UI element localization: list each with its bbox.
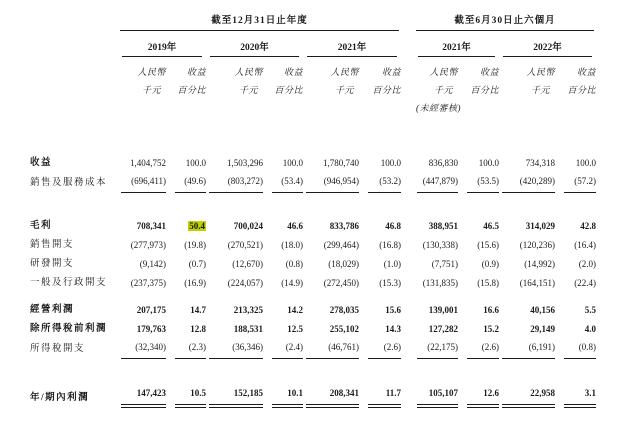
- unit-label-rmb: 人民幣: [429, 67, 459, 77]
- cell-value: (16.9): [184, 278, 206, 288]
- financial-summary-table: [30, 12, 596, 408]
- cell-value: 12.5: [287, 324, 303, 334]
- period-group-header-row: [30, 12, 596, 31]
- value-cell: [458, 236, 499, 255]
- year-column-2019: [118, 31, 206, 57]
- value-cell: [166, 154, 206, 173]
- value-cell: [359, 274, 401, 293]
- value-cell: [118, 173, 166, 193]
- empty-cell: [118, 96, 401, 114]
- cell-value: (120,236): [519, 240, 556, 250]
- value-cell: [359, 217, 401, 236]
- cell-value: (0.8): [285, 259, 303, 269]
- cell-value: 314,029: [525, 221, 556, 231]
- cell-value: 14.2: [287, 305, 303, 315]
- cell-value: (18.0): [281, 240, 303, 250]
- section-gap: [401, 301, 414, 320]
- cell-value: (15.3): [379, 278, 402, 288]
- value-cell: [555, 173, 596, 193]
- empty-cell: [30, 12, 118, 31]
- value-cell: [555, 236, 596, 255]
- value-cell: [166, 274, 206, 293]
- cell-value: (0.7): [188, 259, 206, 269]
- cell-value: 11.7: [368, 385, 401, 408]
- row-label: 一般及行政開支: [30, 278, 108, 288]
- cell-value: (15.8): [477, 278, 500, 288]
- cell-value: 14.3: [385, 324, 402, 334]
- value-cell: [499, 274, 555, 293]
- cell-value: 46.8: [385, 221, 402, 231]
- table-row: [30, 274, 596, 293]
- empty-cell: [30, 31, 118, 57]
- cell-value: 46.6: [287, 221, 303, 231]
- value-cell: [458, 320, 499, 339]
- cell-value: (9,142): [139, 259, 166, 269]
- row-spacer-cell: [30, 359, 596, 385]
- section-gap: [401, 31, 414, 57]
- cell-value: (22.4): [574, 278, 597, 288]
- cell-value: (2.0): [578, 259, 597, 269]
- value-cell: [458, 339, 499, 359]
- value-cell: [263, 385, 303, 408]
- cell-value: 4.0: [584, 324, 597, 334]
- value-cell: [303, 301, 359, 320]
- value-cell: [206, 385, 263, 408]
- table-row: [30, 255, 596, 274]
- period-group-title: 截至6月30日止六個月: [416, 12, 594, 31]
- value-cell: [414, 301, 458, 320]
- cell-value: (270,521): [227, 240, 263, 250]
- cell-value: (16.4): [574, 240, 597, 250]
- row-spacer: [30, 114, 596, 154]
- section-gap: [401, 96, 414, 114]
- value-cell: [263, 255, 303, 274]
- value-cell: [359, 154, 401, 173]
- unaudited-note-row: [30, 96, 596, 114]
- row-label: 銷售及服務成本: [30, 178, 108, 188]
- value-cell: [555, 320, 596, 339]
- value-cell: [555, 274, 596, 293]
- cell-value: (12,670): [232, 259, 263, 269]
- cell-value: (1.0): [383, 259, 402, 269]
- cell-value: 15.2: [483, 324, 500, 334]
- cell-value: (16.8): [379, 240, 402, 250]
- row-label: 經營利潤: [30, 305, 75, 315]
- unit-label-revenue: 收益: [283, 67, 303, 77]
- value-cell: [555, 217, 596, 236]
- unit-label-revenue: 收益: [577, 67, 597, 77]
- value-cell: [499, 173, 555, 193]
- cell-value: 127,282: [428, 324, 459, 334]
- value-cell: [555, 255, 596, 274]
- unit-label-rmb: 人民幣: [137, 67, 166, 77]
- value-cell: [458, 217, 499, 236]
- value-cell: [206, 255, 263, 274]
- value-cell: [166, 339, 206, 359]
- cell-value: (18,029): [328, 259, 359, 269]
- unit-label-percentage: 百分比: [470, 85, 500, 95]
- cell-value: (36,346): [209, 339, 263, 359]
- value-cell: [499, 339, 555, 359]
- cell-value: (0.9): [481, 259, 500, 269]
- cell-value: (7,751): [431, 259, 459, 269]
- value-cell: [166, 301, 206, 320]
- unit-label-revenue: 收益: [382, 67, 402, 77]
- value-cell: [166, 236, 206, 255]
- row-spacer: [30, 359, 596, 385]
- cell-value: (0.8): [564, 339, 596, 359]
- cell-value: (696,411): [121, 173, 166, 193]
- value-cell: [359, 320, 401, 339]
- table-row: [30, 173, 596, 193]
- row-label: 毛利: [30, 221, 53, 231]
- table-row: [30, 154, 596, 173]
- value-cell: [118, 320, 166, 339]
- cell-value: (57.2): [564, 173, 596, 193]
- cell-value: (803,272): [209, 173, 263, 193]
- value-cell: [166, 320, 206, 339]
- year-column-2021: [303, 31, 401, 57]
- value-cell: [414, 339, 458, 359]
- cell-value: 14.7: [190, 305, 206, 315]
- year-header-row: [30, 31, 596, 57]
- cell-value: 179,763: [136, 324, 166, 334]
- unit-label-percentage: 百分比: [274, 85, 303, 95]
- cell-value: 22,958: [502, 385, 555, 408]
- cell-value: 40,156: [530, 305, 556, 315]
- cell-value: (237,375): [130, 278, 166, 288]
- value-cell: [263, 236, 303, 255]
- row-spacer-cell: [30, 114, 596, 154]
- value-cell: [555, 154, 596, 173]
- unit-label-rmb: 人民幣: [526, 67, 556, 77]
- cell-value: 100.0: [575, 158, 597, 168]
- period-group-title: 截至12月31日止年度: [120, 12, 399, 31]
- cell-value: (49.6): [175, 173, 206, 193]
- cell-value: (22,175): [417, 339, 458, 359]
- section-gap: [401, 217, 414, 236]
- cell-value: 833,786: [329, 221, 359, 231]
- unit-label-rmb: 人民幣: [234, 67, 263, 77]
- value-cell: [359, 385, 401, 408]
- cell-value: (46,761): [306, 339, 359, 359]
- cell-value: 1,780,740: [323, 158, 359, 168]
- cell-value: 15.6: [385, 305, 402, 315]
- unit-label-percentage: 百分比: [177, 85, 206, 95]
- value-cell: [118, 339, 166, 359]
- value-cell: [206, 236, 263, 255]
- cell-value: 46.5: [483, 221, 500, 231]
- cell-value: (420,289): [502, 173, 555, 193]
- value-cell: [499, 385, 555, 408]
- cell-value: 255,102: [329, 324, 359, 334]
- cell-value: (131,835): [422, 278, 459, 288]
- period-group-six-months: [414, 12, 596, 31]
- cell-value: (224,057): [227, 278, 263, 288]
- value-cell: [414, 255, 458, 274]
- unit-label-percentage: 百分比: [372, 85, 402, 95]
- cell-value: (2.6): [467, 339, 499, 359]
- highlighted-cell: 50.4: [189, 221, 205, 231]
- unit-label-thousands: 千元: [238, 85, 258, 95]
- value-cell: [206, 274, 263, 293]
- year-label: 2022年: [503, 39, 592, 57]
- section-gap: [401, 154, 414, 173]
- cell-value: 700,024: [233, 221, 263, 231]
- value-cell: [458, 385, 499, 408]
- cell-value: 188,531: [233, 324, 263, 334]
- cell-value: 100.0: [478, 158, 500, 168]
- year-label: 2021年: [418, 39, 495, 57]
- empty-cell: [499, 96, 596, 114]
- cell-value: (277,973): [130, 240, 166, 250]
- value-cell: [303, 339, 359, 359]
- section-gap: [401, 236, 414, 255]
- value-cell: [166, 217, 206, 236]
- value-cell: [303, 255, 359, 274]
- section-gap: [401, 339, 414, 359]
- unit-label-thousands: 千元: [531, 85, 551, 95]
- value-cell: [414, 236, 458, 255]
- cell-value: 152,185: [209, 385, 263, 408]
- empty-cell: [30, 57, 118, 78]
- row-spacer: [30, 193, 596, 217]
- unit-label-thousands: 千元: [334, 85, 354, 95]
- value-cell: [359, 301, 401, 320]
- cell-value: 207,175: [136, 305, 166, 315]
- table-row: [30, 385, 596, 408]
- value-cell: [263, 217, 303, 236]
- cell-value: 1,404,752: [130, 158, 166, 168]
- row-spacer-cell: [30, 193, 596, 217]
- cell-value: 10.5: [175, 385, 206, 408]
- cell-value: 139,001: [428, 305, 459, 315]
- cell-value: 388,951: [428, 221, 459, 231]
- value-cell: [118, 255, 166, 274]
- value-cell: [555, 385, 596, 408]
- year-label: 2021年: [307, 39, 397, 57]
- section-gap: [401, 173, 414, 193]
- cell-value: (53.4): [272, 173, 303, 193]
- value-cell: [458, 255, 499, 274]
- unit-label-thousands: 千元: [141, 85, 161, 95]
- value-cell: [206, 173, 263, 193]
- value-cell: [166, 255, 206, 274]
- cell-value: 10.1: [272, 385, 303, 408]
- row-label: 研發開支: [30, 259, 75, 269]
- value-cell: [118, 236, 166, 255]
- value-cell: [118, 217, 166, 236]
- cell-value: 5.5: [584, 305, 597, 315]
- value-cell: [499, 217, 555, 236]
- cell-value: 100.0: [185, 158, 206, 168]
- unit-label-thousands: 千元: [434, 85, 454, 95]
- cell-value: 213,325: [233, 305, 263, 315]
- value-cell: [263, 339, 303, 359]
- value-cell: [414, 154, 458, 173]
- value-cell: [118, 385, 166, 408]
- section-gap: [401, 320, 414, 339]
- value-cell: [118, 154, 166, 173]
- cell-value: (447,879): [417, 173, 458, 193]
- row-spacer: [30, 293, 596, 301]
- year-column-6m-2021: [414, 31, 499, 57]
- value-cell: [263, 154, 303, 173]
- year-label: 2020年: [210, 39, 299, 57]
- section-gap: [401, 57, 414, 78]
- cell-value: (946,954): [306, 173, 359, 193]
- section-gap: [401, 78, 414, 96]
- cell-value: 147,423: [121, 385, 166, 408]
- value-cell: [206, 154, 263, 173]
- cell-value: 278,035: [329, 305, 359, 315]
- row-label: 年/期內利潤: [30, 393, 90, 403]
- value-cell: [206, 320, 263, 339]
- cell-value: (53.5): [467, 173, 499, 193]
- cell-value: (53.2): [368, 173, 401, 193]
- value-cell: [206, 339, 263, 359]
- value-cell: [118, 274, 166, 293]
- cell-value: 16.6: [483, 305, 500, 315]
- cell-value: (2.4): [272, 339, 303, 359]
- cell-value: 42.8: [580, 221, 597, 231]
- value-cell: [118, 301, 166, 320]
- row-label: 所得稅開支: [30, 344, 86, 354]
- unit-header-row-1: [30, 57, 596, 78]
- unit-label-rmb: 人民幣: [330, 67, 359, 77]
- value-cell: [206, 301, 263, 320]
- table-row: [30, 217, 596, 236]
- value-cell: [303, 217, 359, 236]
- value-cell: [263, 173, 303, 193]
- value-cell: [499, 320, 555, 339]
- empty-cell: [30, 96, 118, 114]
- cell-value: 3.1: [564, 385, 596, 408]
- cell-value: (19.8): [184, 240, 206, 250]
- cell-value: (15.6): [477, 240, 500, 250]
- value-cell: [303, 320, 359, 339]
- section-gap: [401, 255, 414, 274]
- value-cell: [359, 339, 401, 359]
- value-cell: [458, 301, 499, 320]
- value-cell: [359, 255, 401, 274]
- cell-value: [175, 217, 206, 236]
- cell-value: 734,318: [525, 158, 556, 168]
- value-cell: [303, 236, 359, 255]
- value-cell: [166, 173, 206, 193]
- value-cell: [166, 385, 206, 408]
- value-cell: [555, 301, 596, 320]
- cell-value: (2.3): [175, 339, 206, 359]
- cell-value: 100.0: [282, 158, 303, 168]
- unit-label-revenue: 收益: [186, 67, 206, 77]
- empty-cell: [30, 78, 118, 96]
- cell-value: 836,830: [428, 158, 459, 168]
- cell-value: 105,107: [417, 385, 458, 408]
- value-cell: [263, 274, 303, 293]
- unit-label-revenue: 收益: [480, 67, 500, 77]
- period-group-year-end: [118, 12, 401, 31]
- unit-header-row-2: [30, 78, 596, 96]
- cell-value: (272,450): [323, 278, 359, 288]
- cell-value: 29,149: [530, 324, 556, 334]
- section-gap: [401, 385, 414, 408]
- value-cell: [414, 320, 458, 339]
- value-cell: [414, 173, 458, 193]
- value-cell: [359, 236, 401, 255]
- cell-value: (6,191): [502, 339, 555, 359]
- value-cell: [499, 255, 555, 274]
- value-cell: [458, 274, 499, 293]
- cell-value: 100.0: [380, 158, 402, 168]
- unit-label-percentage: 百分比: [567, 85, 597, 95]
- cell-value: 708,341: [136, 221, 166, 231]
- value-cell: [303, 173, 359, 193]
- value-cell: [263, 301, 303, 320]
- section-gap: [401, 274, 414, 293]
- value-cell: [303, 385, 359, 408]
- value-cell: [499, 236, 555, 255]
- cell-value: 12.8: [190, 324, 206, 334]
- table-row: [30, 236, 596, 255]
- value-cell: [414, 217, 458, 236]
- cell-value: 208,341: [306, 385, 359, 408]
- cell-value: (14.9): [281, 278, 303, 288]
- value-cell: [414, 385, 458, 408]
- cell-value: (2.6): [368, 339, 401, 359]
- cell-value: 1,503,296: [227, 158, 263, 168]
- unaudited-note: (未經審核): [416, 103, 462, 113]
- value-cell: [499, 154, 555, 173]
- value-cell: [414, 274, 458, 293]
- cell-value: (32,340): [121, 339, 166, 359]
- section-gap: [401, 12, 414, 31]
- value-cell: [303, 154, 359, 173]
- year-column-6m-2022: [499, 31, 596, 57]
- cell-value: (164,151): [519, 278, 556, 288]
- cell-value: (14,992): [524, 259, 556, 269]
- table-row: [30, 301, 596, 320]
- row-label: 收益: [30, 158, 53, 168]
- cell-value: (130,338): [422, 240, 459, 250]
- value-cell: [206, 217, 263, 236]
- row-label: 除所得稅前利潤: [30, 324, 108, 334]
- row-spacer-cell: [30, 293, 596, 301]
- value-cell: [555, 339, 596, 359]
- value-cell: [263, 320, 303, 339]
- table-row: [30, 339, 596, 359]
- cell-value: (299,464): [323, 240, 359, 250]
- cell-value: 12.6: [467, 385, 499, 408]
- value-cell: [458, 154, 499, 173]
- year-column-2020: [206, 31, 303, 57]
- value-cell: [359, 173, 401, 193]
- year-label: 2019年: [122, 39, 202, 57]
- value-cell: [303, 274, 359, 293]
- value-cell: [499, 301, 555, 320]
- row-label: 銷售開支: [30, 240, 75, 250]
- table-row: [30, 320, 596, 339]
- value-cell: [458, 173, 499, 193]
